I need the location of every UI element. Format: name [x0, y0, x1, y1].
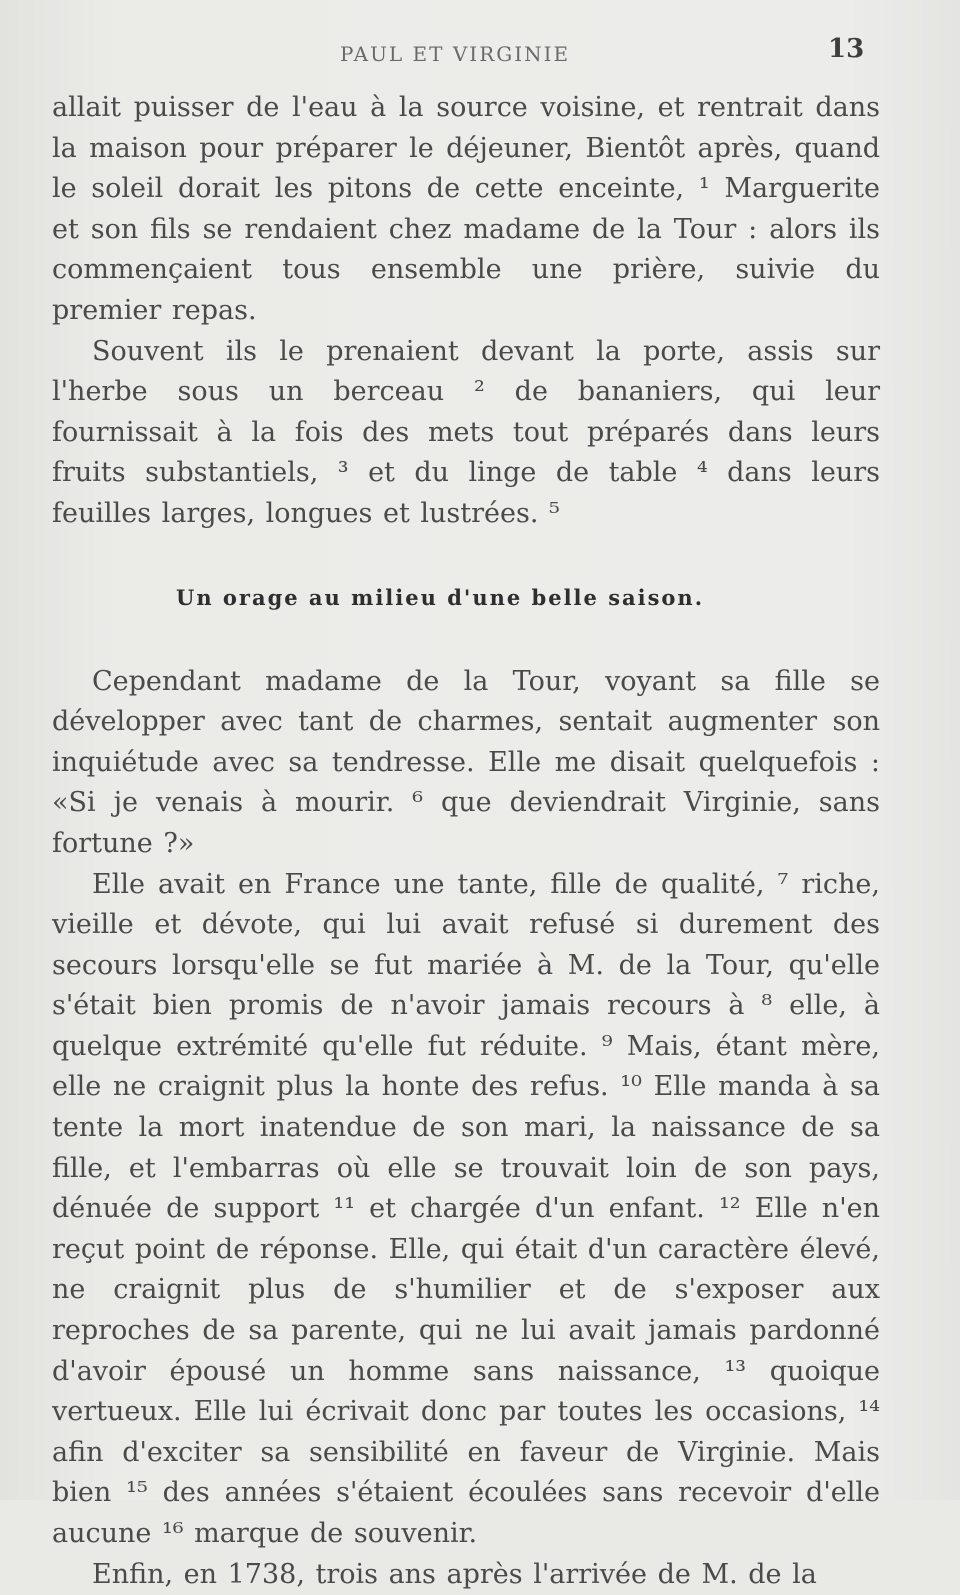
- paragraph-breakfast: Souvent ils le prenaient devant la porte, assis sur l'herbe sous un berceau ² de bananiers, qui leur fournissait à la fois des mets tout préparés dans leurs fruits substantiels, ³ et du linge de table ⁴ dans leurs feuilles larges, longues et lustrées. ⁵: [52, 335, 880, 529]
- section-heading: Un orage au milieu d'une belle saison.: [176, 584, 705, 610]
- paragraph-enfin: Enfin, en 1738, trois ans après l'arrivée de M. de la: [92, 1558, 817, 1590]
- page-number: 13: [828, 34, 865, 64]
- paragraph-aunt: Elle avait en France une tante, fille de qualité, ⁷ riche, vieille et dévote, qui lui avait refusé si durement des secours lorsqu'elle se fut mariée à M. de la Tour, qu'elle s'était bien promis de n'avoir jamais recours à ⁸ elle, à quelque extrémité qu'elle fut réduite. ⁹ Mais, étant mère, elle ne craignit plus la honte des refus. ¹⁰ Elle manda à sa tente la mort inatendue de son mari, la naissance de sa fille, et l'embarras où elle se trouvait loin de son pays, dénuée de support ¹¹ et chargée d'un enfant. ¹² Elle n'en reçut point de réponse. Elle, qui était d'un caractère élevé, ne craignit plus de s'humilier et de s'exposer aux reproches de sa parente, qui ne lui avait jamais pardonné d'avoir épousé un homme sans naissance, ¹³ quoique vertueux. Elle lui écrivait donc par toutes les occasions, ¹⁴ afin d'exciter sa sensibilité en faveur de Virginie. Mais bien ¹⁵ des années s'étaient écoulées sans recevoir d'elle aucune ¹⁶ marque de souvenir.: [52, 868, 880, 1549]
- running-head: PAUL ET VIRGINIE: [340, 42, 571, 66]
- paragraph-continuation: allait puisser de l'eau à la source voisine, et rentrait dans la maison pour préparer le déjeuner, Bientôt après, quand le soleil dorait les pitons de cette enceinte, ¹ Marguerite et son fils se rendaient chez madame de la Tour : alors ils commençaient tous ensemble une prière, suivie du premier repas.: [52, 92, 880, 326]
- page-header: [0, 34, 960, 74]
- paragraph-inquietude: Cependant madame de la Tour, voyant sa fille se développer avec tant de charmes, sentait augmenter son inquiétude avec sa tendresse. Elle me disait quelquefois : «Si je venais à mourir. ⁶ que deviendrait Virginie, sans fortune ?»: [52, 665, 880, 859]
- body-text: [52, 88, 880, 1595]
